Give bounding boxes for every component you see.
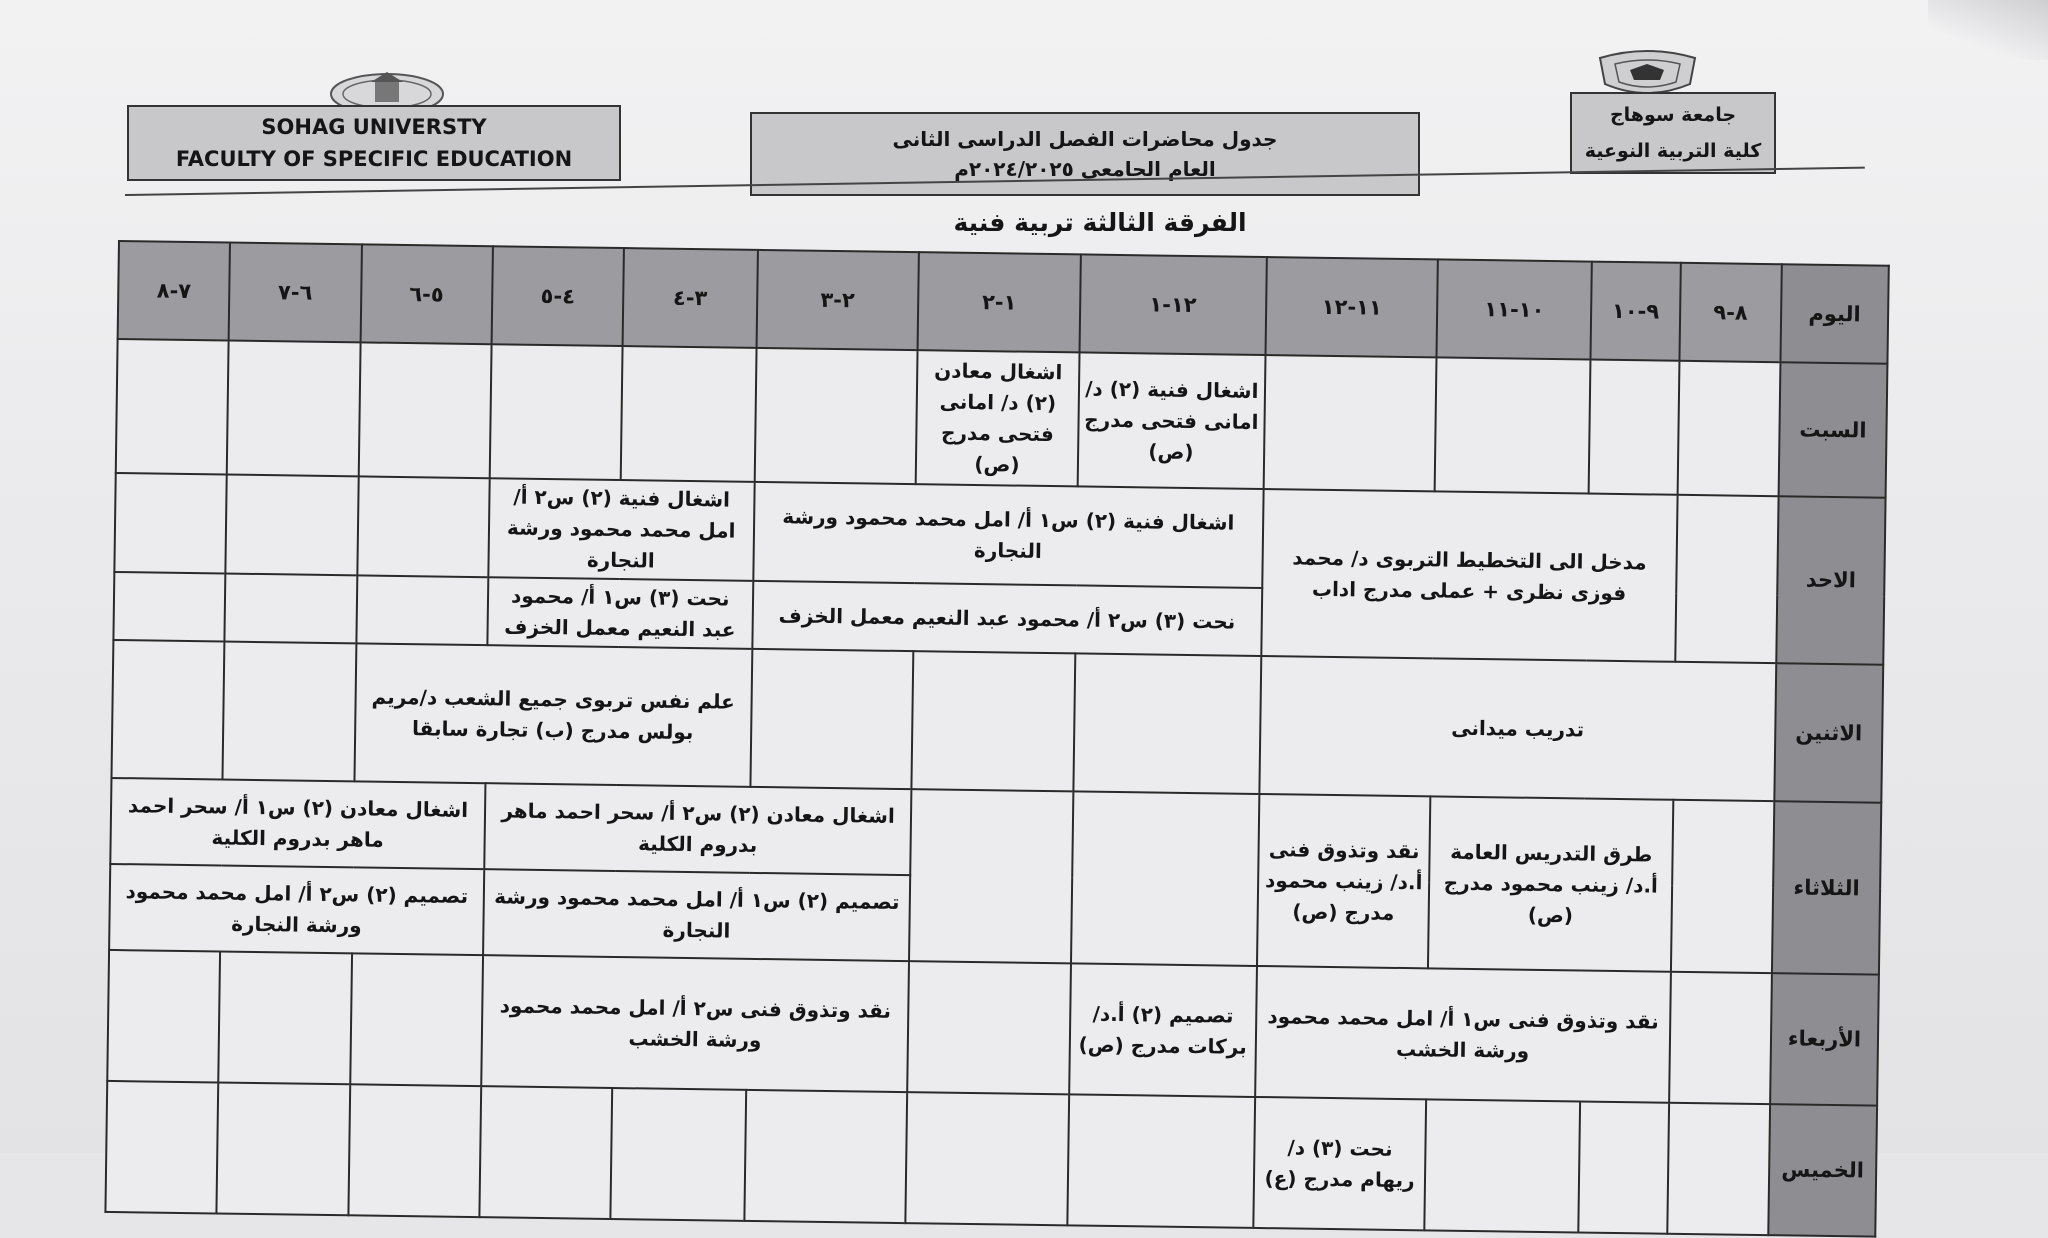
empty-slot <box>218 951 351 1084</box>
period-header: ٧-٨ <box>118 241 231 341</box>
empty-slot <box>1073 653 1261 794</box>
empty-slot <box>1071 791 1259 966</box>
class-slot: اشغال فنية (٢) د/ امانى فتحى مدرج (ص) <box>1078 352 1266 489</box>
class-slot: مدخل الى التخطيط التربوى د/ محمد فوزى نظرى + عملى مدرج اداب <box>1261 489 1677 662</box>
empty-slot <box>1671 800 1774 973</box>
period-header: ٥-٦ <box>360 244 493 344</box>
academic-year: العام الجامعى ٢٠٢٤/٢٠٢٥م <box>954 157 1216 181</box>
day-label: السبت <box>1779 362 1888 497</box>
day-label: الثلاثاء <box>1772 801 1881 974</box>
day-column-header: اليوم <box>1780 264 1888 363</box>
empty-slot <box>912 651 1076 791</box>
empty-slot <box>226 475 359 576</box>
day-label: الاثنين <box>1774 663 1883 802</box>
class-slot: نحت (٣) د/ ريهام مدرج (ع) <box>1253 1097 1427 1230</box>
class-slot: اشغال فنية (٢) س٢ أ/ امل محمد محمود ورشة النجارة <box>488 478 754 581</box>
class-slot: اشغال معادن (٢) س٢ أ/ سحر احمد ماهر بدروم الكلية <box>484 783 911 875</box>
arabic-university-name: جامعة سوهاج <box>1609 104 1737 126</box>
period-header: ١-٢ <box>918 252 1081 352</box>
empty-slot <box>113 572 225 642</box>
day-label: الخميس <box>1768 1104 1877 1236</box>
empty-slot <box>358 342 491 478</box>
class-slot: تصميم (٢) س٢ أ/ امل محمد محمود ورشة النجارة <box>109 864 484 955</box>
wednesday-row <box>107 950 1879 1106</box>
empty-slot <box>909 789 1073 963</box>
day-label: الاحد <box>1776 496 1885 664</box>
empty-slot <box>621 346 756 482</box>
period-header: ٤-٥ <box>491 246 624 346</box>
period-header: ٦-٧ <box>229 243 362 343</box>
class-slot: نحت (٣) س١ أ/ محمود عبد النعيم معمل الخزف <box>487 577 753 649</box>
period-header: ١١-١٢ <box>1265 257 1438 357</box>
english-university-name: SOHAG UNIVERSTY <box>261 115 487 139</box>
empty-slot <box>116 339 229 475</box>
empty-slot <box>225 574 357 644</box>
monday-row <box>111 640 1883 803</box>
period-header: ١٢-١ <box>1079 254 1266 355</box>
empty-slot <box>906 1092 1069 1225</box>
empty-slot <box>107 950 220 1083</box>
class-slot: تصميم (٢) س١ أ/ امل محمد محمود ورشة النجارة <box>483 869 910 961</box>
schedule-table <box>104 240 1889 1238</box>
empty-slot <box>223 642 356 782</box>
day-label: الأربعاء <box>1770 973 1879 1105</box>
empty-slot <box>111 640 224 780</box>
class-slot: طرق التدريس العامة أ.د/ زينب محمود مدرج (ص) <box>1428 796 1673 971</box>
class-slot: علم نفس تربوى جميع الشعب د/مريم بولس مدرج (ب) تجارة سابقا <box>354 643 752 787</box>
empty-slot <box>1675 495 1778 663</box>
english-faculty-name: FACULTY OF SPECIFIC EDUCATION <box>175 147 573 171</box>
empty-slot <box>357 476 490 577</box>
period-header: ١٠-١١ <box>1437 259 1592 359</box>
class-slot: تدريب ميدانى <box>1259 656 1776 801</box>
university-english-header <box>127 105 621 181</box>
period-header: ٢-٣ <box>756 250 919 350</box>
empty-slot <box>105 1081 218 1214</box>
empty-slot <box>1263 355 1437 491</box>
class-slot: اشغال معادن (٢) د/ امانى فتحى مدرج (ص) <box>916 350 1079 486</box>
empty-slot <box>217 1082 350 1215</box>
arabic-faculty-name: كلية التربية النوعية <box>1584 140 1762 162</box>
university-arabic-header <box>1570 92 1776 174</box>
empty-slot <box>611 1088 746 1221</box>
class-slot: نقد وتذوق فنى س٢ أ/ امل محمد محمود ورشة الخشب <box>481 955 909 1092</box>
class-slot: اشغال فنية (٢) س١ أ/ امل محمد محمود ورشة النجارة <box>753 482 1263 588</box>
empty-slot <box>754 348 917 484</box>
grade-title: الفرقة الثالثة تربية فنية <box>953 208 1247 237</box>
class-slot: اشغال معادن (٢) س١ أ/ سحر احمد ماهر بدروم الكلية <box>110 778 485 869</box>
period-header: ٣-٤ <box>623 248 758 348</box>
class-slot: نقد وتذوق فنى أ.د/ زينب محمود مدرج (ص) <box>1257 794 1431 968</box>
class-slot: تصميم (٢) أ.د/ بركات مدرج (ص) <box>1069 963 1257 1097</box>
page-shadow <box>1928 0 2048 60</box>
period-header: ٩-١٠ <box>1590 262 1680 361</box>
empty-slot <box>1678 361 1781 496</box>
empty-slot <box>750 649 914 789</box>
empty-slot <box>348 1084 481 1217</box>
empty-slot <box>1067 1094 1255 1228</box>
empty-slot <box>907 961 1070 1094</box>
class-slot: نقد وتذوق فنى س١ أ/ امل محمد محمود ورشة الخشب <box>1255 966 1671 1103</box>
saturday-row <box>116 339 1888 498</box>
empty-slot <box>1578 1101 1669 1233</box>
empty-slot <box>227 341 360 477</box>
empty-slot <box>1667 1103 1770 1235</box>
schedule-title: جدول محاضرات الفصل الدراسى الثانى <box>892 127 1278 151</box>
empty-slot <box>744 1090 907 1223</box>
empty-slot <box>1669 972 1772 1104</box>
empty-slot <box>350 953 483 1086</box>
class-slot: نحت (٣) س٢ أ/ محمود عبد النعيم معمل الخزف <box>752 581 1262 656</box>
empty-slot <box>114 473 227 574</box>
period-header: ٨-٩ <box>1679 263 1781 362</box>
empty-slot <box>1435 357 1590 493</box>
thursday-row <box>105 1081 1877 1237</box>
empty-slot <box>1589 360 1680 495</box>
empty-slot <box>1425 1099 1580 1232</box>
empty-slot <box>490 344 623 480</box>
empty-slot <box>356 575 488 645</box>
